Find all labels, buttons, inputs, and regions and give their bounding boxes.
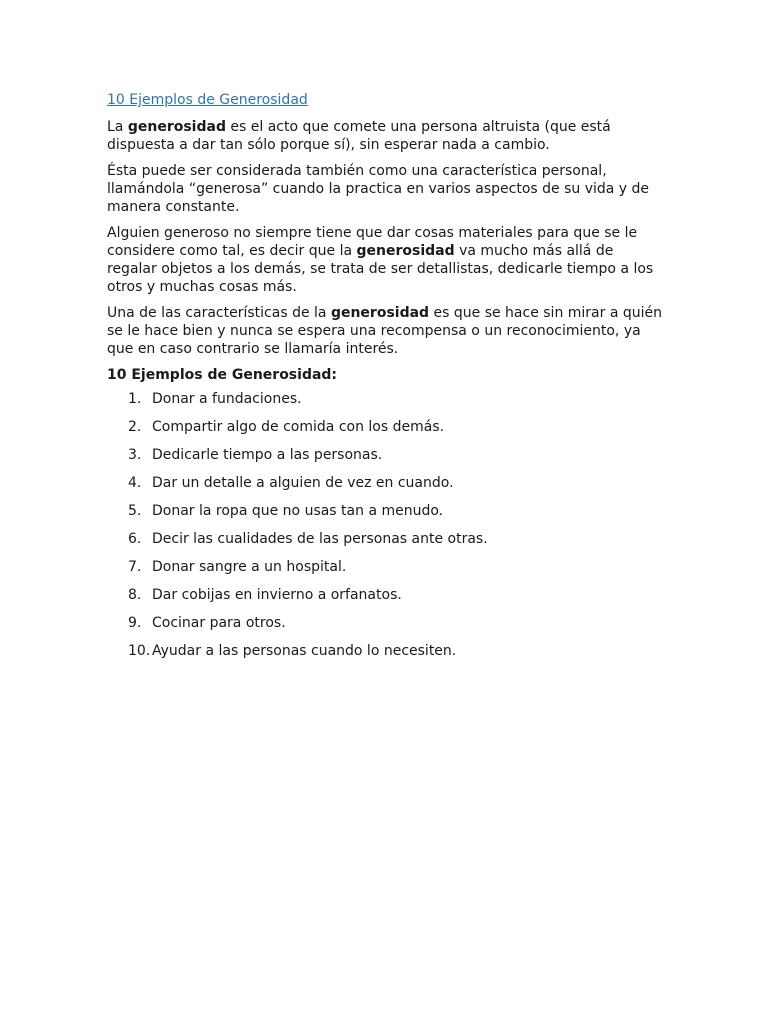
list-item xyxy=(107,558,667,576)
list-item-text: Dar cobijas en invierno a orfanatos. xyxy=(152,587,402,603)
p3-post: va mucho más allá de regalar objetos a los demás, se trata de ser detallistas, dedicarle tiempo a los otros y muchas cosas más. xyxy=(107,243,654,295)
paragraph-characteristic: Ésta puede ser considerada también como una característica personal, llamándola “generosa” cuando la practica en varios aspectos de su vida y de manera constante. xyxy=(107,163,650,215)
list-item xyxy=(107,446,667,464)
title-link[interactable]: 10 Ejemplos de Generosidad xyxy=(107,92,308,108)
p1-pre: La xyxy=(107,119,128,135)
list-item-number: 8. xyxy=(128,587,142,603)
list-item xyxy=(107,474,667,492)
list-item xyxy=(107,614,667,632)
list-item-number: 6. xyxy=(128,531,142,547)
p1-post: es el acto que comete una persona altruista (que está dispuesta a dar tan sólo porque sí), sin esperar nada a cambio. xyxy=(107,119,611,153)
list-item xyxy=(107,530,667,548)
list-item-number: 9. xyxy=(128,615,142,631)
list-item-number: 10. xyxy=(128,643,151,659)
list-item-text: Compartir algo de comida con los demás. xyxy=(152,419,445,435)
document-body xyxy=(107,90,667,670)
list-item xyxy=(107,586,667,604)
list-item xyxy=(107,390,667,408)
list-item xyxy=(107,642,667,660)
p3-pre: Alguien generoso no siempre tiene que dar cosas materiales para que se le considere como tal, es decir que la xyxy=(107,225,638,259)
list-item-number: 4. xyxy=(128,475,142,491)
list-item-text: Dar un detalle a alguien de vez en cuando. xyxy=(152,475,454,491)
list-item-text: Decir las cualidades de las personas ante otras. xyxy=(152,531,488,547)
paragraph-not-material xyxy=(107,224,667,296)
list-item-text: Dedicarle tiempo a las personas. xyxy=(152,447,383,463)
list-title: 10 Ejemplos de Generosidad: xyxy=(107,367,338,383)
examples-list xyxy=(107,390,667,660)
list-item xyxy=(107,502,667,520)
list-item-text: Cocinar para otros. xyxy=(152,615,286,631)
list-item-number: 3. xyxy=(128,447,142,463)
list-item-text: Donar la ropa que no usas tan a menudo. xyxy=(152,503,444,519)
p3-bold-term: generosidad xyxy=(356,243,455,259)
p4-bold-term: generosidad xyxy=(330,305,430,321)
paragraph-definition xyxy=(107,118,667,154)
list-item-number: 2. xyxy=(128,419,142,435)
list-item-number: 5. xyxy=(128,503,142,519)
p4-post: es que se hace sin mirar a quién se le hace bien y nunca se espera una recompensa o un reconocimiento, ya que en caso contrario se llamaría interés. xyxy=(107,305,663,357)
p4-pre: Una de las características de la xyxy=(107,305,331,321)
list-item-number: 7. xyxy=(128,559,142,575)
list-item-text: Ayudar a las personas cuando lo necesiten. xyxy=(152,643,457,659)
list-item xyxy=(107,418,667,436)
list-item-number: 1. xyxy=(128,391,142,407)
p1-bold-term: generosidad xyxy=(127,119,226,135)
list-item-text: Donar sangre a un hospital. xyxy=(152,559,347,575)
paragraph-no-reward xyxy=(107,304,667,358)
list-item-text: Donar a fundaciones. xyxy=(152,391,302,407)
